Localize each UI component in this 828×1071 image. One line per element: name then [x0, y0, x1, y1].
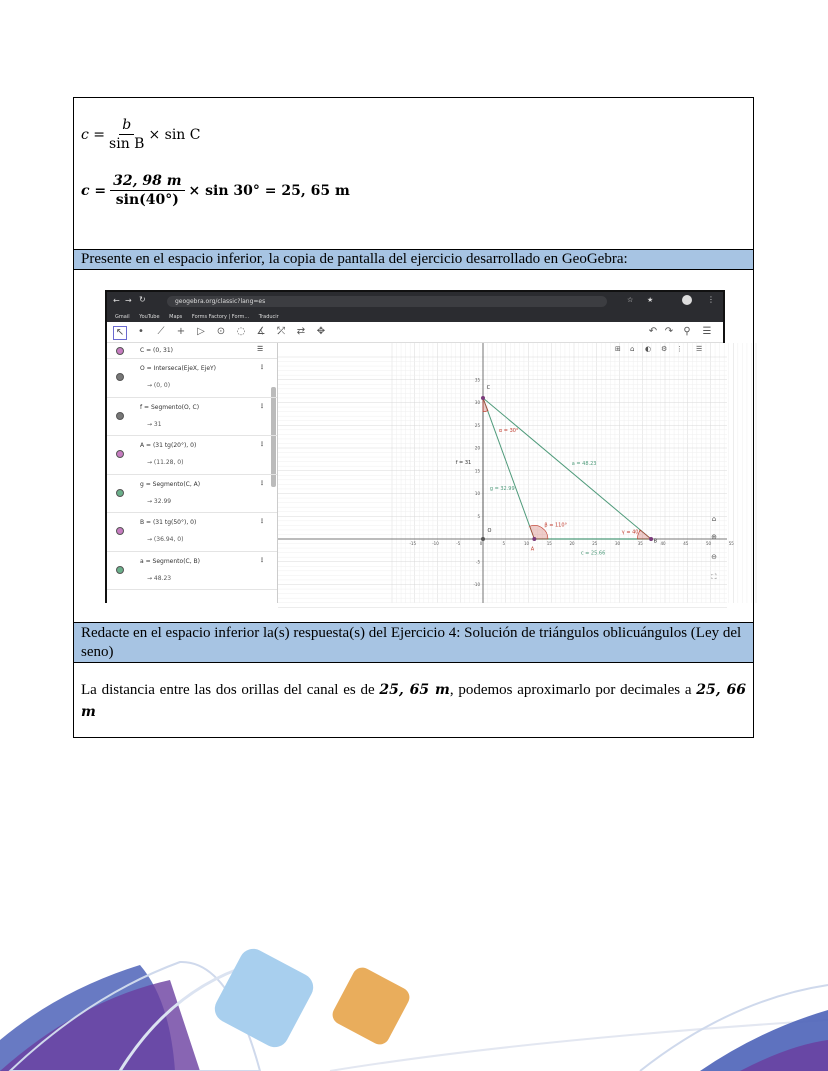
extensions-icon[interactable]: ★ — [647, 296, 654, 304]
home-view-icon[interactable]: ⌂ — [630, 345, 635, 353]
zoom-out-icon[interactable]: ⊖ — [711, 553, 717, 561]
formula-section — [74, 98, 753, 250]
visibility-toggle-icon[interactable] — [116, 412, 124, 420]
more-options-icon[interactable]: ⋮ — [259, 441, 265, 448]
x-tick-label: 45 — [683, 541, 689, 546]
algebra-definition[interactable]: B = (31 tg(50°), 0) — [140, 519, 197, 526]
x-tick-label: -15 — [409, 541, 417, 546]
redo-icon[interactable]: ↷ — [664, 326, 674, 337]
circle-tool-icon[interactable]: ⊙ — [216, 326, 226, 337]
settings-icon[interactable]: ⚙ — [661, 345, 668, 353]
point-tool-icon[interactable]: • — [138, 326, 144, 337]
formula-fraction — [109, 116, 144, 153]
x-tick-label: 5 — [502, 541, 506, 546]
algebra-value: → 32.99 — [147, 497, 172, 505]
menu-icon[interactable]: ⋮ — [707, 295, 715, 304]
sort-icon[interactable]: ☰ — [257, 345, 264, 353]
line-tool-icon[interactable]: ⟋ — [157, 326, 165, 337]
more-options-icon[interactable]: ⋮ — [259, 518, 265, 525]
formula-numerator: 32, 98 m — [110, 172, 184, 191]
address-bar[interactable]: geogebra.org/classic?lang=es — [167, 296, 607, 307]
point-o[interactable] — [481, 537, 485, 541]
formula-rhs: × sin C — [148, 126, 201, 143]
more-icon[interactable]: ⋮ — [676, 345, 683, 353]
y-tick-label: 30 — [474, 400, 480, 405]
algebra-row[interactable] — [107, 397, 277, 437]
more-options-icon[interactable]: ⋮ — [259, 556, 265, 564]
hamburger-menu-icon[interactable]: ☰ — [702, 326, 712, 337]
graphics-view[interactable] — [278, 343, 734, 603]
section-header-screenshot: Presente en el espacio inferior, la copia de pantalla del ejercicio desarrollado en GeoGebra: — [74, 249, 753, 270]
x-tick-label: 20 — [569, 541, 575, 546]
algebra-value: → (36.94, 0) — [147, 536, 184, 543]
y-tick-label: 25 — [474, 422, 480, 428]
point-label: C — [486, 384, 491, 391]
algebra-row[interactable] — [107, 551, 277, 591]
formula-denominator: sin(40°) — [115, 192, 179, 208]
visibility-toggle-icon[interactable] — [116, 489, 124, 497]
grid-toggle-icon[interactable]: ⊞ — [615, 345, 621, 353]
home-icon[interactable]: ⌂ — [711, 515, 717, 523]
segment-label: f = 31 — [455, 459, 472, 466]
formula-numerator: b — [119, 116, 134, 135]
algebra-definition[interactable]: a = Segmento(C, B) — [140, 557, 200, 565]
x-tick-label: -10 — [432, 541, 439, 546]
y-tick-label: 20 — [474, 445, 480, 451]
formula-fraction — [110, 172, 184, 209]
bookmark-forms[interactable]: Forms Factory | Form... — [191, 314, 250, 320]
segment-label: a = 48.23 — [571, 460, 597, 467]
slider-tool-icon[interactable]: ⇄ — [296, 326, 306, 337]
segment-label: g = 32.99 — [489, 485, 515, 492]
reflect-tool-icon[interactable]: ⤱ — [277, 326, 285, 337]
visibility-toggle-icon[interactable] — [116, 373, 124, 381]
y-tick-label: 5 — [477, 513, 480, 519]
visibility-toggle-icon[interactable] — [116, 527, 124, 535]
geogebra-screenshot — [105, 290, 734, 603]
x-tick-label: 55 — [728, 541, 734, 546]
angle-label: β = 110° — [544, 522, 568, 529]
point-b[interactable] — [649, 537, 653, 541]
perpendicular-tool-icon[interactable]: + — [176, 326, 186, 337]
algebra-definition[interactable]: g = Segmento(C, A) — [140, 480, 201, 488]
point-label: B — [653, 538, 658, 545]
algebra-row[interactable] — [107, 512, 277, 552]
algebra-view — [107, 343, 278, 603]
reload-icon[interactable]: ↻ — [139, 295, 146, 304]
visibility-toggle-icon[interactable] — [116, 566, 124, 574]
algebra-definition[interactable]: O = Interseca(EjeX, EjeY) — [140, 365, 217, 372]
more-options-icon[interactable]: ⋮ — [259, 364, 265, 371]
segment-label: c = 25.66 — [580, 550, 606, 557]
section-header-answer: Redacte en el espacio inferior la(s) respuesta(s) del Ejercicio 4: Solución de triángulos oblicuángulos (Ley del seno) — [74, 622, 753, 663]
geogebra-toolbar — [107, 322, 723, 343]
answer-text-middle: , podemos aproximarlo por decimales a — [449, 682, 697, 698]
star-icon[interactable]: ☆ — [627, 296, 634, 304]
algebra-value: → 48.23 — [147, 574, 172, 582]
move-view-tool-icon[interactable]: ✥ — [316, 326, 326, 337]
formula-lhs: c = — [81, 182, 107, 199]
conic-tool-icon[interactable]: ◌ — [236, 326, 246, 337]
algebra-row[interactable] — [107, 435, 277, 475]
x-tick-label: 35 — [637, 541, 643, 546]
bookmarks-bar — [107, 312, 723, 322]
formula-lhs: c = — [81, 126, 106, 143]
zoom-in-icon[interactable]: ⊕ — [711, 533, 717, 541]
answer-paragraph — [74, 663, 753, 738]
formula-denominator: sin B — [109, 136, 145, 152]
algebra-row[interactable] — [107, 474, 277, 514]
point-c[interactable] — [481, 396, 485, 400]
undo-icon[interactable]: ↶ — [648, 326, 658, 337]
back-icon[interactable]: ← — [113, 296, 120, 305]
algebra-value: → (0, 0) — [147, 382, 171, 389]
visibility-toggle-icon[interactable] — [116, 347, 124, 355]
answer-value: 25, 65 m — [379, 682, 450, 698]
style-bar-icon[interactable]: ◐ — [645, 345, 652, 353]
algebra-row[interactable] — [107, 343, 277, 359]
bookmark-maps[interactable]: Maps — [169, 314, 183, 320]
x-tick-label: 25 — [592, 541, 598, 546]
point-a[interactable] — [532, 537, 536, 541]
point-label: A — [530, 546, 535, 553]
y-tick-label: 10 — [474, 491, 480, 496]
x-tick-label: 40 — [660, 541, 666, 546]
browser-chrome — [107, 292, 723, 312]
avatar[interactable] — [682, 295, 692, 305]
x-tick-label: 30 — [614, 541, 621, 546]
algebra-row[interactable] — [107, 358, 277, 398]
bookmark-gmail[interactable]: Gmail — [115, 314, 130, 320]
algebra-value: → 31 — [147, 420, 162, 428]
formula-law-of-sines — [81, 116, 200, 153]
x-tick-label: -5 — [456, 541, 461, 546]
angle-label: α = 30° — [498, 428, 519, 435]
x-tick-label: 50 — [705, 541, 712, 546]
angle-tool-icon[interactable]: ∡ — [256, 326, 266, 337]
angle-label: γ = 40° — [621, 529, 641, 536]
algebra-definition[interactable]: f = Segmento(O, C) — [140, 403, 200, 411]
fullscreen-icon[interactable]: ⛶ — [711, 573, 717, 581]
more-options-icon[interactable]: ⋮ — [259, 402, 265, 410]
formula-rhs: × sin 30° = 25, 65 m — [188, 182, 350, 199]
forward-icon[interactable]: → — [125, 296, 132, 305]
answer-text-start: La distancia entre las dos orillas del canal es de — [81, 682, 380, 698]
answer-value-rounded: 25, 66 m — [81, 682, 746, 720]
algebra-definition[interactable]: C = (0, 31) — [140, 347, 173, 354]
bookmark-youtube[interactable]: YouTube — [139, 314, 160, 320]
algebra-definition[interactable]: A = (31 tg(20°), 0) — [140, 442, 197, 449]
bookmark-translate[interactable]: Traducir — [258, 314, 279, 320]
formula-substituted — [81, 172, 350, 209]
y-tick-label: -10 — [473, 582, 480, 587]
y-tick-label: -5 — [476, 559, 480, 565]
x-tick-label: 15 — [546, 541, 552, 546]
y-tick-label: 15 — [474, 468, 480, 474]
move-tool-icon[interactable]: ↖ — [113, 326, 127, 340]
visibility-toggle-icon[interactable] — [116, 450, 124, 458]
y-tick-label: 35 — [474, 377, 480, 383]
x-tick-label: 10 — [523, 541, 530, 546]
graphics-menu-icon[interactable]: ☰ — [696, 345, 703, 353]
point-label: O — [487, 528, 492, 535]
search-icon[interactable]: ⚲ — [683, 326, 691, 337]
more-options-icon[interactable]: ⋮ — [259, 479, 265, 487]
polygon-tool-icon[interactable]: ▷ — [197, 326, 205, 337]
algebra-value: → (11.28, 0) — [147, 459, 184, 466]
x-tick-label: 0 — [479, 541, 483, 546]
